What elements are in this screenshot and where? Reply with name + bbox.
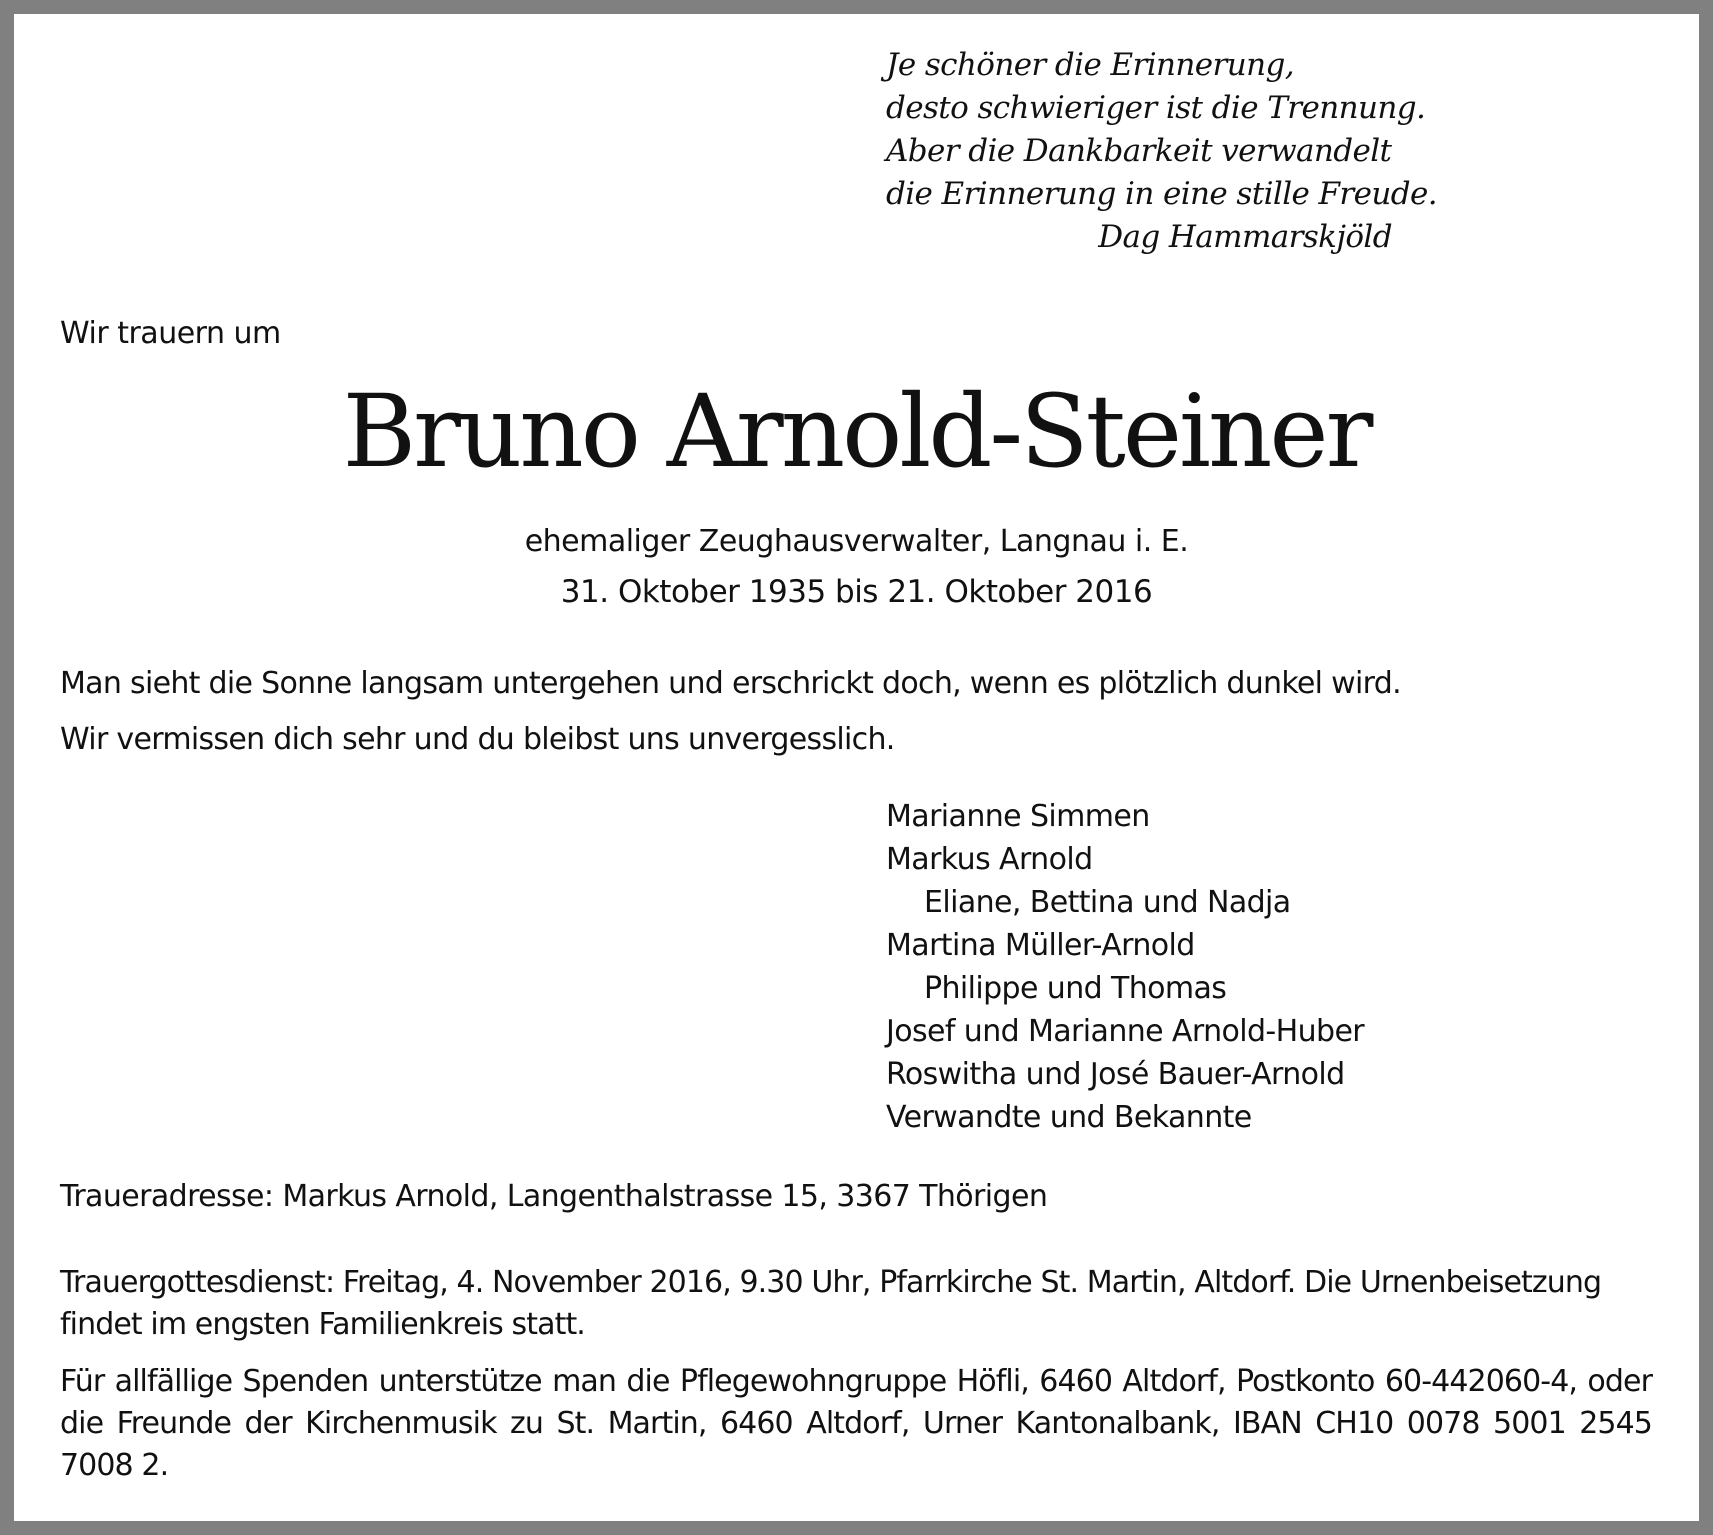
- mourners-list: [886, 795, 1364, 1139]
- mourner-name: Verwandte und Bekannte: [886, 1100, 1252, 1135]
- message-line: Man sieht die Sonne langsam untergehen und erschrickt doch, wenn es plötzlich dunkel wird.: [60, 666, 1401, 701]
- funeral-service-info: Trauergottesdienst: Freitag, 4. November 2016, 9.30 Uhr, Pfarrkirche St. Martin, Altdorf. Die Urnenbeisetzung findet im engsten Familienkreis statt.: [60, 1265, 1602, 1342]
- quote-line: die Erinnerung in eine stille Freude.: [886, 176, 1437, 212]
- mourner-name: Marianne Simmen: [886, 799, 1150, 834]
- mourner-name: Roswitha und José Bauer-Arnold: [886, 1057, 1345, 1092]
- deceased-title: ehemaliger Zeughausverwalter, Langnau i. E.: [524, 524, 1189, 559]
- donation-info: Für allfällige Spenden unterstütze man die Pflegewohngruppe Höfli, 6460 Altdorf, Postkonto 60-442060-4, oder die Freunde der Kirchenmusik zu St. Martin, 6460 Altdorf, Urner Kantonalbank, IBAN CH10 0078 5001 2545 7008 2.: [60, 1364, 1652, 1483]
- life-dates: 31. Oktober 1935 bis 21. Oktober 2016: [560, 574, 1153, 610]
- mourner-children: Eliane, Bettina und Nadja: [924, 885, 1291, 920]
- mourner-name: Markus Arnold: [886, 842, 1093, 877]
- quote-line: Je schöner die Erinnerung,: [886, 47, 1294, 83]
- mourner-name: Josef und Marianne Arnold-Huber: [886, 1014, 1365, 1049]
- mourner-children: Philippe und Thomas: [924, 971, 1227, 1006]
- obituary-notice: [14, 14, 1699, 1521]
- memorial-message: [60, 656, 1401, 768]
- message-line: Wir vermissen dich sehr und du bleibst uns unvergesslich.: [60, 722, 895, 757]
- quote-author: Dag Hammarskjöld: [1098, 219, 1392, 255]
- deceased-name: Bruno Arnold-Steiner: [342, 373, 1371, 490]
- mourning-address: Traueradresse: Markus Arnold, Langenthalstrasse 15, 3367 Thörigen: [60, 1179, 1048, 1214]
- mourner-name: Martina Müller-Arnold: [886, 928, 1195, 963]
- intro-text: Wir trauern um: [60, 316, 281, 351]
- quote-line: desto schwieriger ist die Trennung.: [886, 90, 1426, 126]
- quote-block: [886, 44, 1437, 259]
- quote-line: Aber die Dankbarkeit verwandelt: [886, 133, 1392, 169]
